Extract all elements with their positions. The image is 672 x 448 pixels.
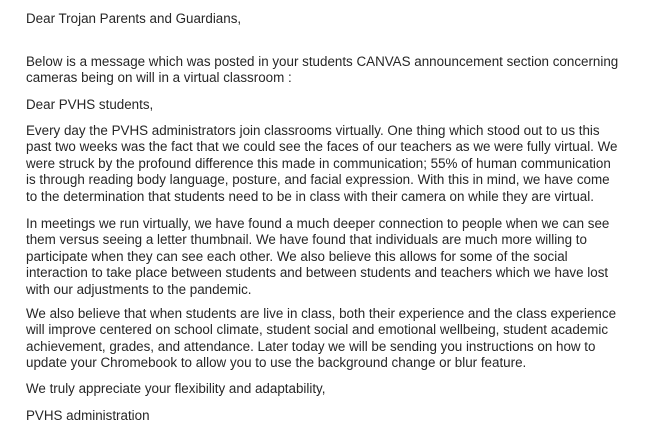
paragraph-line: In meetings we run virtually, we have found a much deeper connection to people when we can see <box>26 216 610 231</box>
body-paragraph-1 <box>26 123 617 205</box>
paragraph-line: We also believe that when students are live in class, both their experience and the class experience <box>26 306 617 321</box>
paragraph-line: past two weeks was the fact that we could see the faces of our teachers as we were fully virtual. We <box>26 139 618 155</box>
greeting-text: Dear Trojan Parents and Guardians, <box>26 11 242 26</box>
intro-line: Below is a message which was posted in your students CANVAS announcement section concerning <box>26 54 619 69</box>
paragraph-line: Every day the PVHS administrators join classrooms virtually. One thing which stood out to us this <box>26 123 600 138</box>
salutation-line <box>26 97 153 113</box>
greeting-line <box>26 11 241 27</box>
paragraph-line: update your Chromebook to allow you to use the background change or blur feature. <box>26 355 527 371</box>
paragraph-line: is through reading body language, posture, and facial expression. With this in mind, we have come <box>26 172 610 188</box>
body-paragraph-3 <box>26 306 616 372</box>
signature-text: PVHS administration <box>26 408 150 423</box>
paragraph-line: interaction to take place between students and between students and teachers which we have lost <box>26 265 609 281</box>
paragraph-line: achievement, grades, and attendance. Later today we will be sending you instructions on how to <box>26 338 596 354</box>
paragraph-line: participate when they can see each other. We also believe this allows for some of the social <box>26 248 568 264</box>
paragraph-line: to the determination that students need to be in class with their camera on while they are virtual. <box>26 188 594 204</box>
salutation-text: Dear PVHS students, <box>26 97 154 112</box>
paragraph-line: with our adjustments to the pandemic. <box>26 281 252 297</box>
signature-line <box>26 408 150 424</box>
paragraph-line: will improve centered on school climate, student social and emotional wellbeing, student academic <box>26 322 609 338</box>
paragraph-line: were struck by the profound difference this made in communication; 55% of human communication <box>26 155 611 171</box>
intro-line: cameras being on will in a virtual classroom : <box>26 70 292 86</box>
intro-paragraph <box>26 54 618 87</box>
closing-line <box>26 381 325 397</box>
closing-text: We truly appreciate your flexibility and adaptability, <box>26 381 326 396</box>
paragraph-line: them versus seeing a letter thumbnail. We have found that individuals are much more willing to <box>26 232 587 248</box>
body-paragraph-2 <box>26 216 609 298</box>
